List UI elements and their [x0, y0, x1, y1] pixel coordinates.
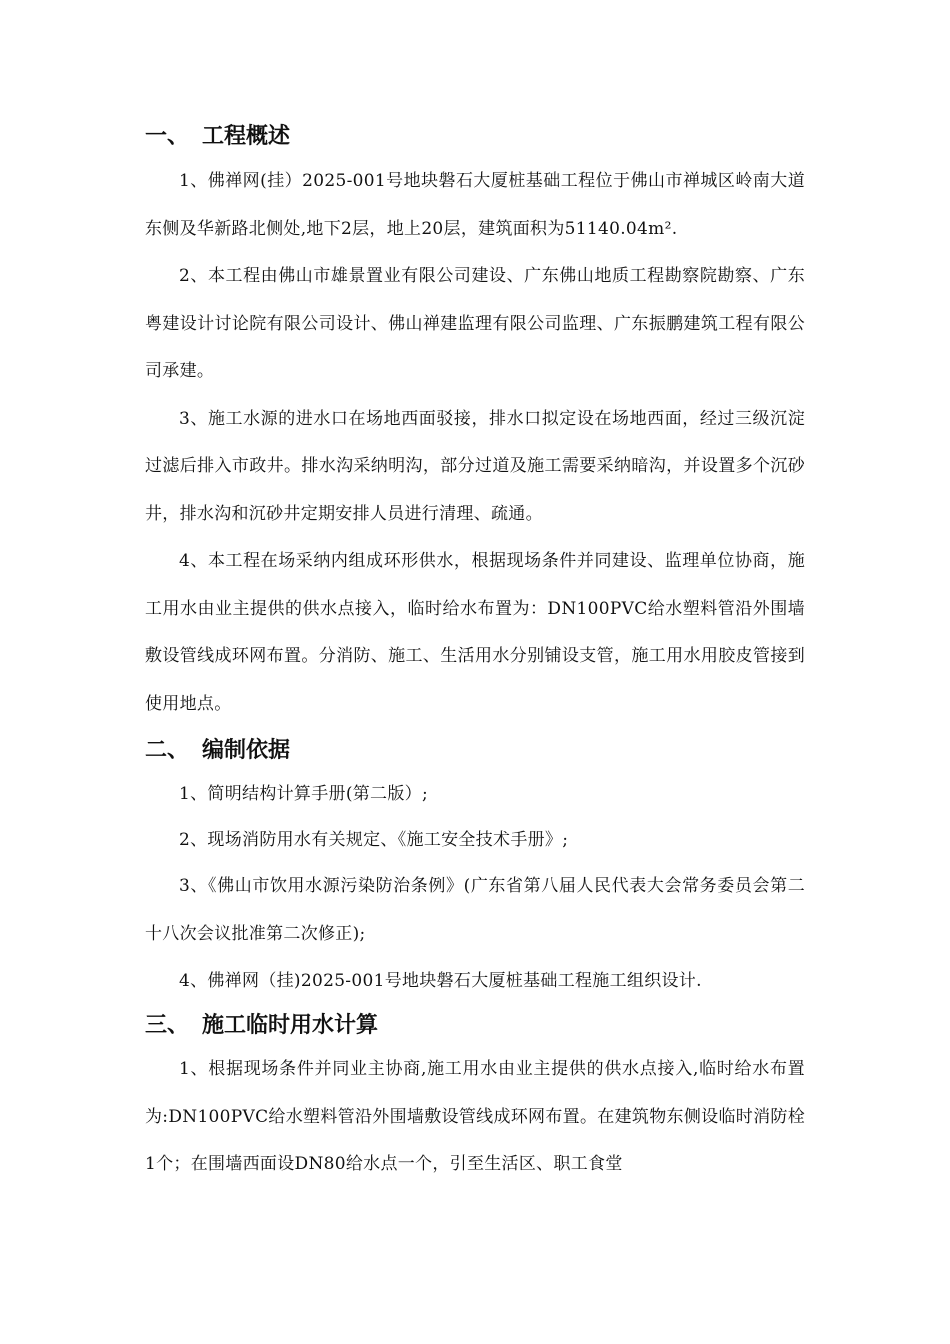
section-heading-overview: [145, 118, 805, 156]
section-title: 编制依据: [202, 738, 291, 763]
paragraph: 1、简明结构计算手册(第二版）;: [179, 784, 428, 804]
section-heading-water-calc: [145, 1007, 805, 1045]
section-body-water-calc: [145, 1046, 805, 1189]
section-heading-basis: [145, 732, 805, 770]
paragraph: 1、根据现场条件并同业主协商,施工用水由业主提供的供水点接入,临时给水布置为:DN100PVC给水塑料管沿外围墙敷设管线成环网布置。在建筑物东侧设临时消防栓1个；在围墙西面设DN80给水点一个，引至生活区、职工食堂: [145, 1059, 805, 1174]
paragraph: 1、佛禅网(挂）2025-001号地块磐石大厦桩基础工程位于佛山市禅城区岭南大道东侧及华新路北侧处,地下2层，地上20层，建筑面积为51140.04m².: [145, 171, 805, 239]
section-number: 三、: [145, 1013, 190, 1038]
paragraph: 2、本工程由佛山市雄景置业有限公司建设、广东佛山地质工程勘察院勘察、广东粤建设计讨论院有限公司设计、佛山禅建监理有限公司监理、广东振鹏建筑工程有限公司承建。: [145, 266, 805, 381]
paragraph: 3、《佛山市饮用水源污染防治条例》(广东省第八届人民代表大会常务委员会第二十八次会议批准第二次修正);: [145, 876, 805, 944]
document-body: [145, 118, 805, 1189]
paragraph: 4、佛禅网（挂)2025-001号地块磐石大厦桩基础工程施工组织设计.: [179, 971, 702, 991]
section-number: 二、: [145, 738, 190, 763]
section-body-basis: [145, 771, 805, 1004]
section-number: 一、: [145, 124, 190, 149]
section-title: 工程概述: [202, 124, 291, 149]
section-title: 施工临时用水计算: [202, 1013, 379, 1038]
paragraph: 2、现场消防用水有关规定、《施工安全技术手册》;: [179, 830, 569, 850]
paragraph: 3、施工水源的进水口在场地西面驳接，排水口拟定设在场地西面，经过三级沉淀过滤后排入市政井。排水沟采纳明沟，部分过道及施工需要采纳暗沟，并设置多个沉砂井，排水沟和沉砂井定期安排人员进行清理、疏通。: [145, 408, 805, 524]
section-body-overview: [145, 158, 805, 728]
paragraph: 4、本工程在场采纳内组成环形供水，根据现场条件并同建设、监理单位协商，施工用水由业主提供的供水点接入，临时给水布置为：DN100PVC给水塑料管沿外围墙敷设管线成环网布置。分消防、施工、生活用水分别铺设支管，施工用水用胶皮管接到使用地点。: [145, 551, 805, 714]
